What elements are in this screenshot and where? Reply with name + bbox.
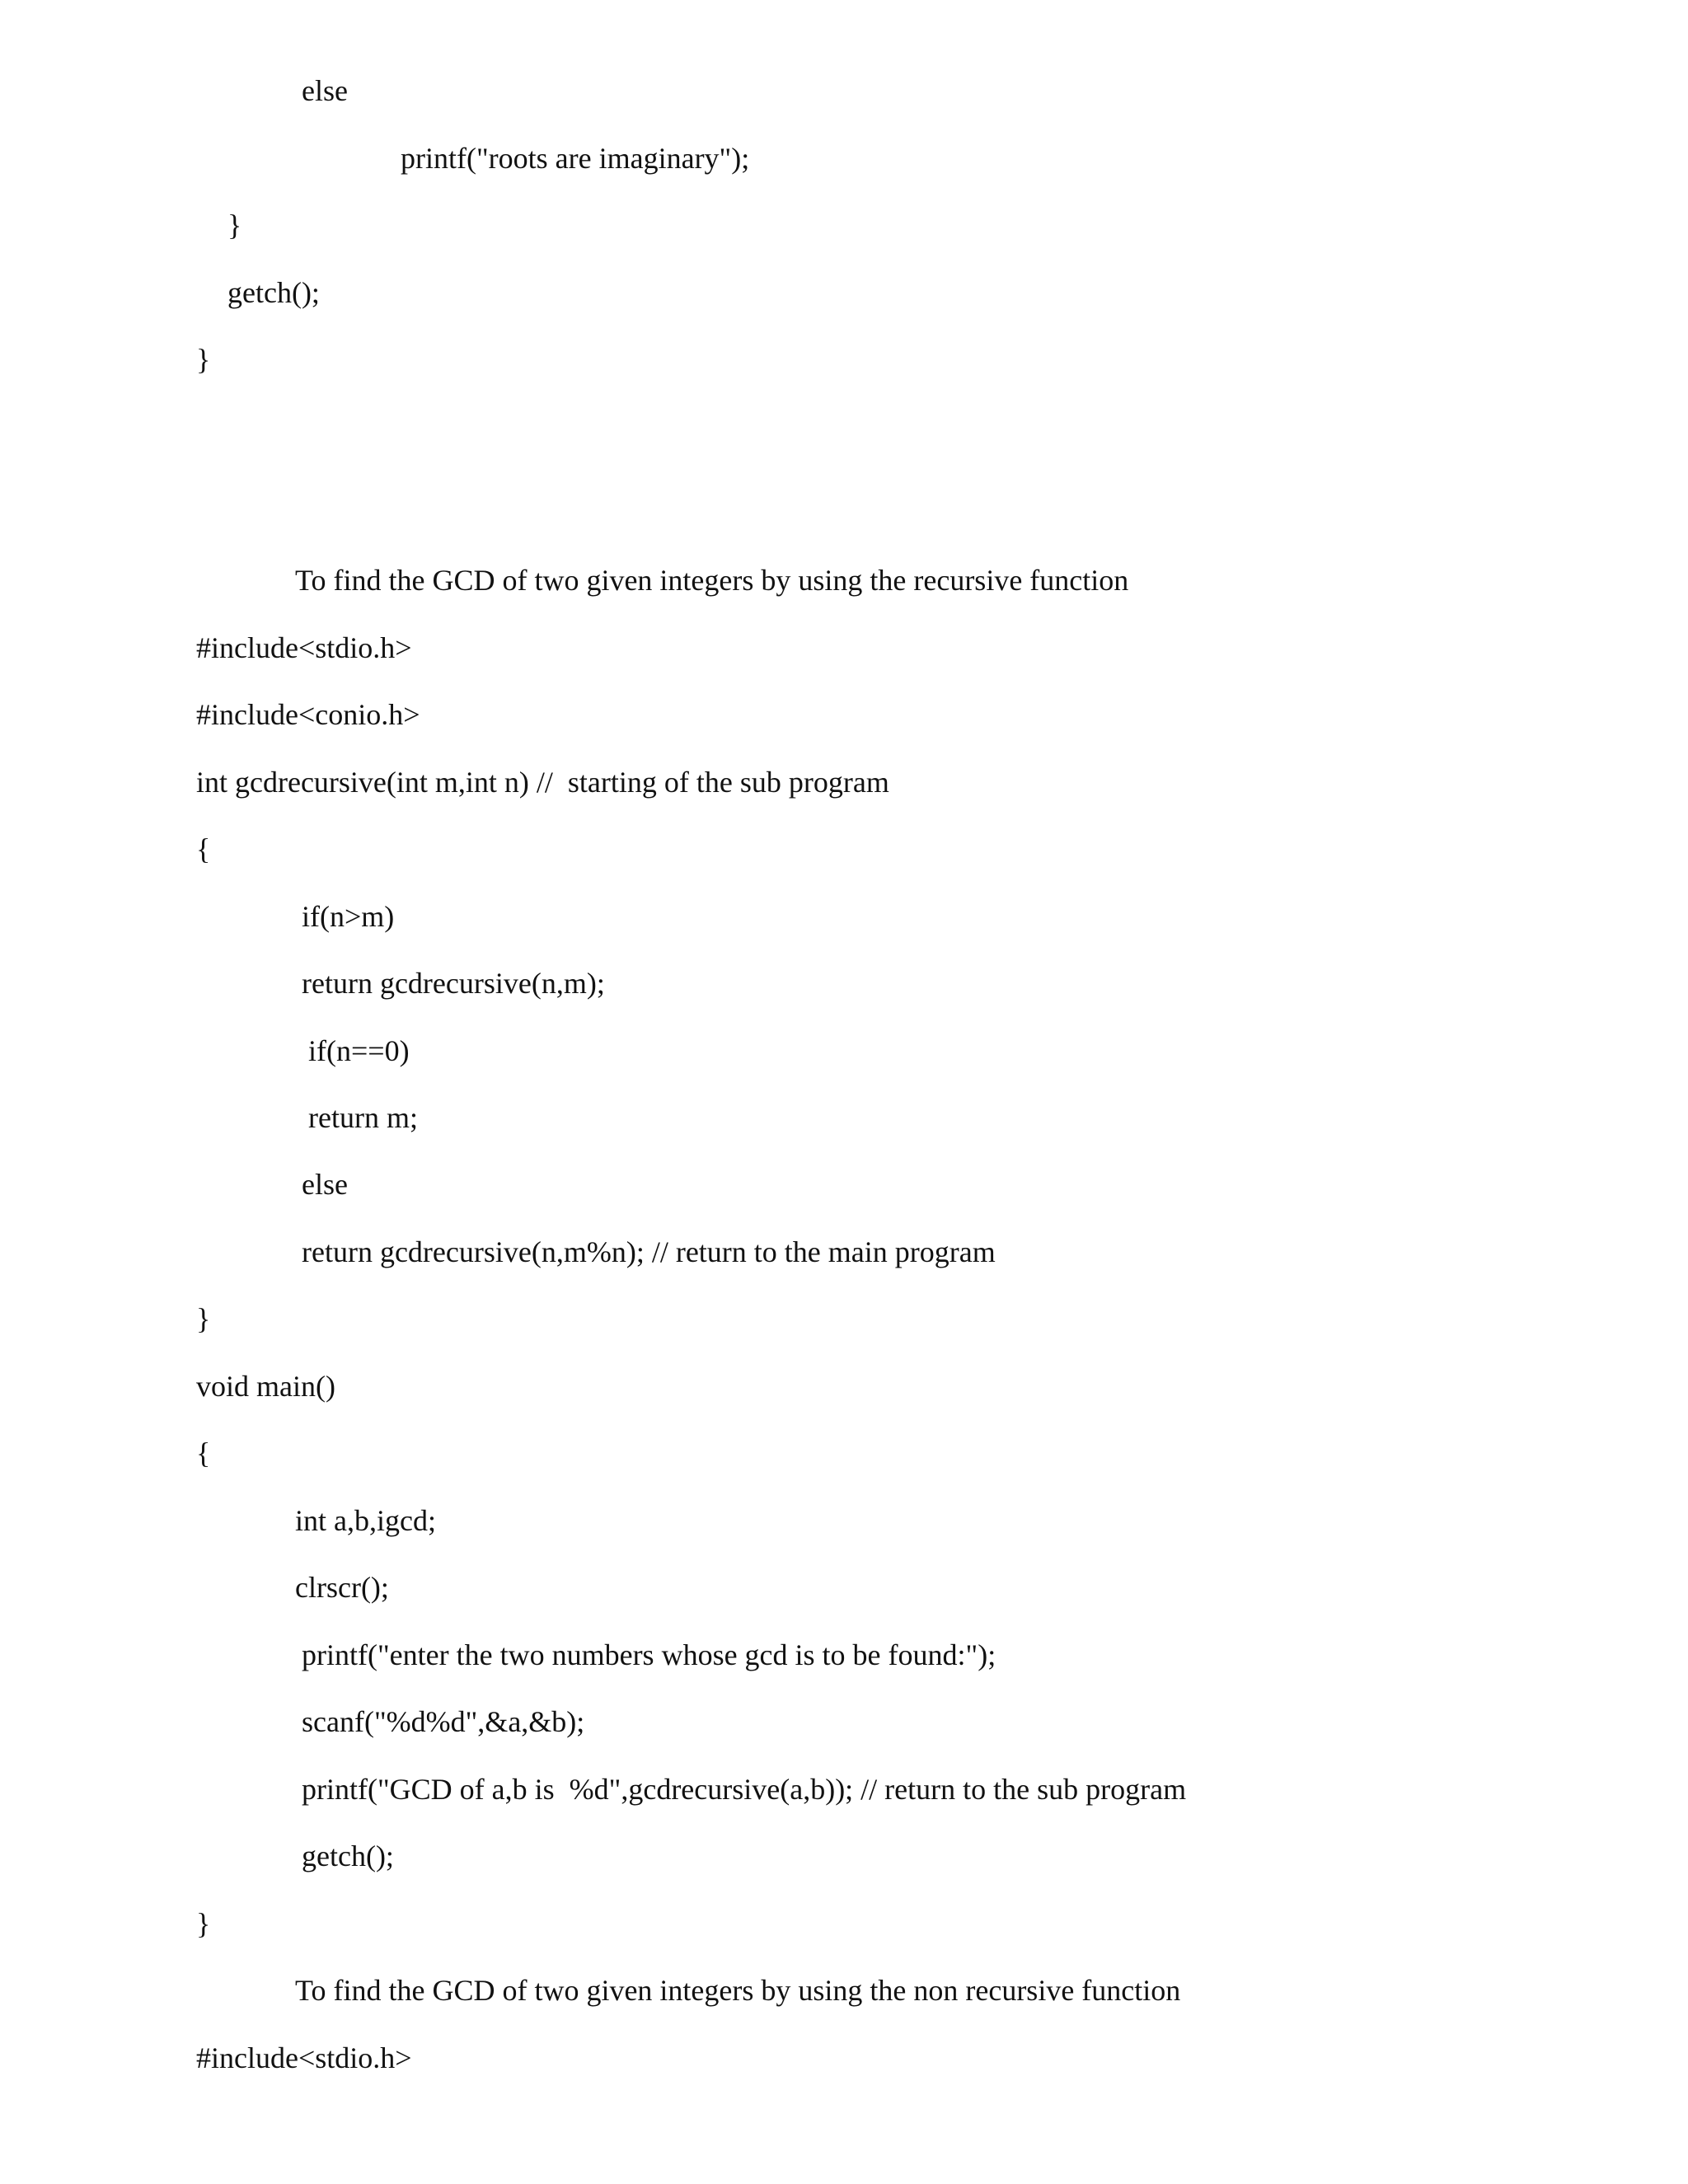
section-heading: To find the GCD of two given integers by using the non recursive function xyxy=(295,1974,1181,2007)
section-heading: To find the GCD of two given integers by using the recursive function xyxy=(295,564,1129,597)
code-line: #include<stdio.h> xyxy=(196,2041,412,2074)
code-line: int gcdrecursive(int m,int n) // starting of the sub program xyxy=(196,766,889,799)
code-line: return gcdrecursive(n,m%n); // return to the main program xyxy=(302,1235,996,1268)
code-line: int a,b,igcd; xyxy=(295,1504,436,1537)
code-line: scanf("%d%d",&a,&b); xyxy=(302,1705,585,1738)
code-line: printf("GCD of a,b is %d",gcdrecursive(a,b)); // return to the sub program xyxy=(302,1773,1187,1806)
code-line: } xyxy=(196,1907,211,1940)
code-line: if(n==0) xyxy=(308,1034,410,1067)
code-line: void main() xyxy=(196,1370,335,1403)
code-line: } xyxy=(196,1302,211,1335)
code-line: if(n>m) xyxy=(302,900,395,933)
code-line: getch(); xyxy=(302,1840,394,1872)
code-line: { xyxy=(196,832,211,865)
code-line: } xyxy=(227,209,242,241)
code-line: return gcdrecursive(n,m); xyxy=(302,967,605,1000)
code-line: return m; xyxy=(308,1101,418,1134)
code-line: clrscr(); xyxy=(295,1571,389,1604)
code-line: printf("enter the two numbers whose gcd is to be found:"); xyxy=(302,1638,996,1671)
code-line: getch(); xyxy=(227,276,320,309)
code-line: #include<stdio.h> xyxy=(196,631,412,664)
code-line: else xyxy=(302,74,348,107)
code-line: printf("roots are imaginary"); xyxy=(401,142,750,175)
code-line: else xyxy=(302,1168,348,1201)
code-line: } xyxy=(196,343,211,376)
code-line: #include<conio.h> xyxy=(196,698,420,731)
code-line: { xyxy=(196,1436,211,1469)
